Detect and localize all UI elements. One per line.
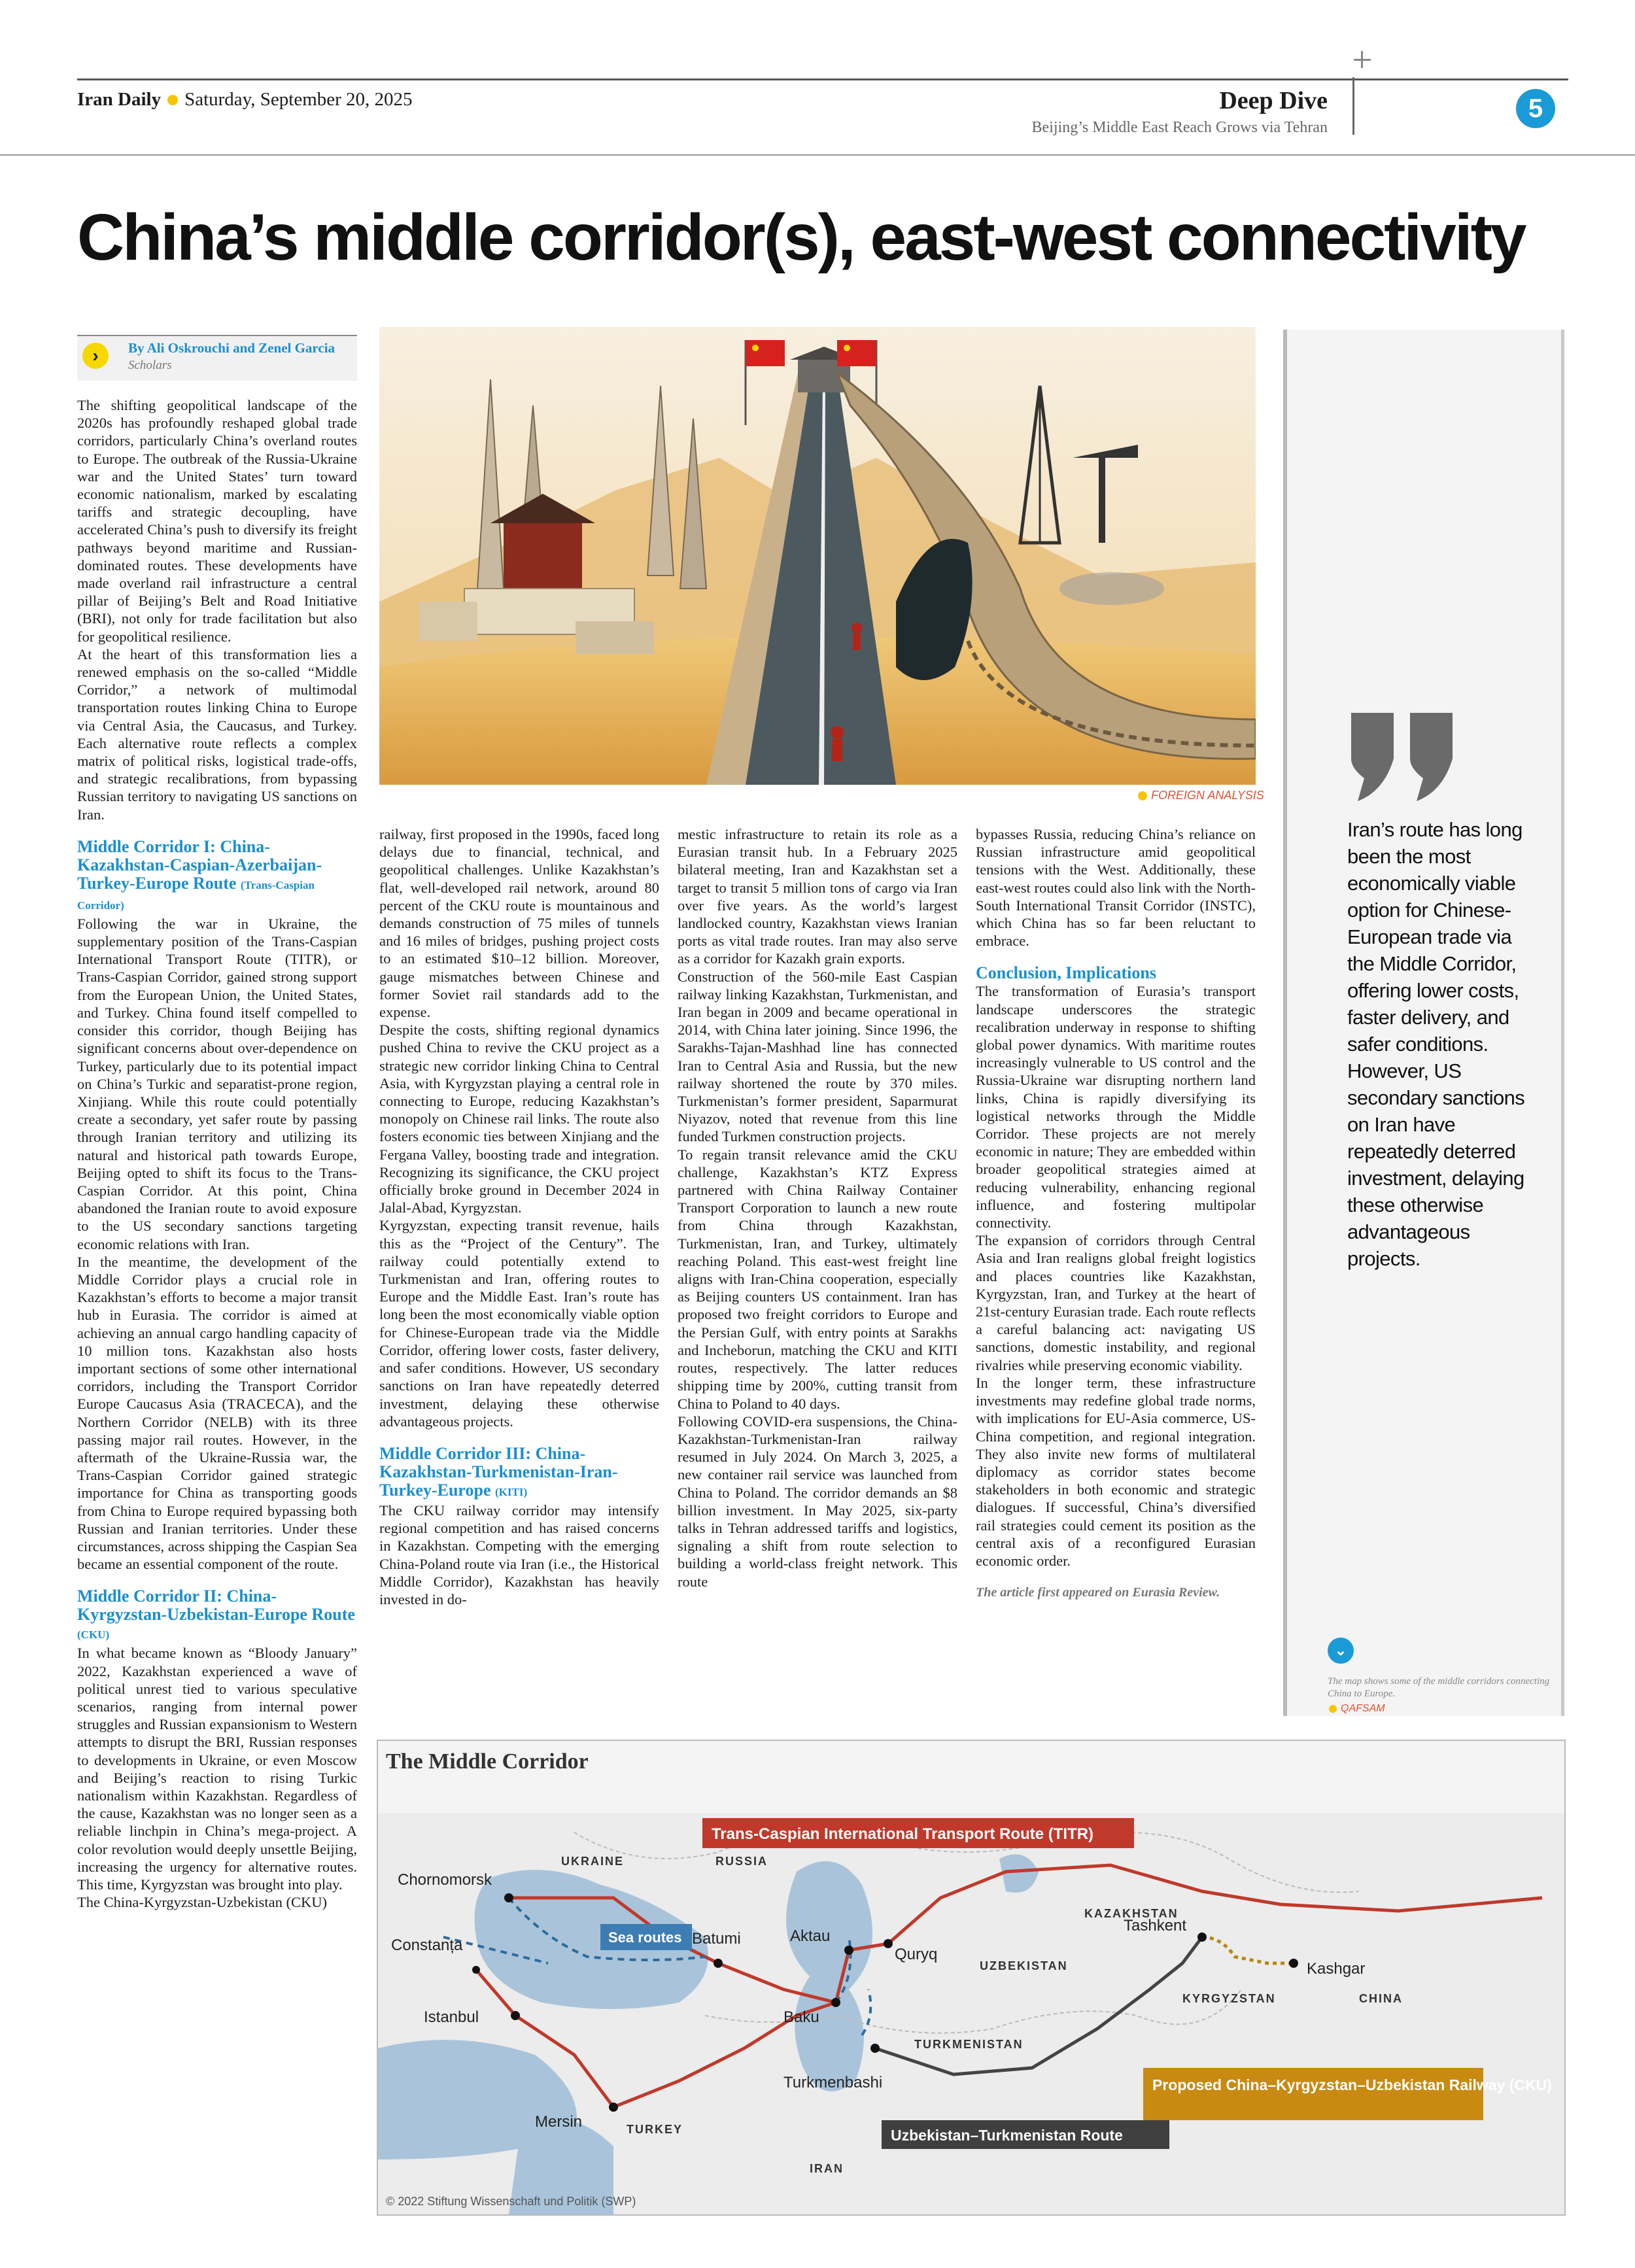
image-credit-text: FOREIGN ANALYSIS: [1151, 789, 1264, 802]
cku-label-box: [1143, 2068, 1483, 2120]
top-rule: [77, 78, 1568, 80]
country-label: TURKMENISTAN: [914, 2038, 1024, 2051]
illustration: [379, 327, 1256, 785]
section-title: Deep Dive: [1219, 87, 1328, 114]
subheading-tag: (Trans-Caspian Corridor): [77, 878, 315, 912]
country-label: RUSSIA: [715, 1855, 768, 1868]
headline: China’s middle corridor(s), east-west connectivity: [77, 201, 1525, 274]
country-label: UZBEKISTAN: [980, 1959, 1068, 1972]
page-number: 5: [1516, 89, 1555, 128]
byline-role: Scholars: [128, 358, 172, 372]
titr-label: Trans-Caspian International Transport Route (TITR): [712, 1825, 1094, 1843]
header-divider: [1352, 77, 1354, 135]
middle-corridor-map: [377, 1740, 1566, 2216]
image-credit: [1138, 789, 1264, 802]
paragraph: At the heart of this transformation lies a renewed emphasis on the so-called “Middle Corridor,” a network of multimodal transportation routes linking China to Europe via Central Asia, the Caucasus, and Turkey. Each alternative route reflects a complex matrix of political risks, logistical trade-offs, and strategic recalibrations, from bypassing Russian territory to navigating US sanctions on Iran.: [77, 645, 357, 823]
byline-authors: By Ali Oskrouchi and Zenel Garcia: [128, 340, 336, 356]
article-column-3: [678, 825, 957, 1590]
subheading: Conclusion, Implications: [976, 963, 1156, 983]
subheading-text: Middle Corridor III: China-Kazakhstan-Turkmenistan-Iran-Turkey-Europe: [379, 1443, 618, 1500]
city-label: Batumi: [692, 1930, 741, 1948]
subheading-text: Middle Corridor I: China-Kazakhstan-Caspian-Azerbaijan-Turkey-Europe Route: [77, 836, 322, 893]
country-label: TURKEY: [627, 2123, 683, 2136]
city-label: Aktau: [790, 1927, 831, 1945]
paragraph: The expansion of corridors through Central Asia and Iran realigns global freight logistics and places countries like Kazakhstan, Kyrgyzstan, Iran, and Turkey at the heart of 21st-century Eurasian trade. Each route reflects a careful balancing act: navigating US sanctions, domestic instability, and regional rivalries while preserving economic viability.: [976, 1232, 1256, 1373]
paragraph: In the longer term, these infrastructure investments may redefine global trade norms, with implications for EU-Asia commerce, US-China competition, and regional integration. They also invite new forms of multilateral diplomacy as corridor states become stakeholders in both economic and strategic dialogues. If successful, China’s diversified rail strategies could cement its position as the central axis of a reconfigured Eurasian economic order.: [976, 1374, 1256, 1569]
cku-label: Proposed China–Kyrgyzstan–Uzbekistan Railway (CKU): [1152, 2076, 1552, 2093]
paragraph: The shifting geopolitical landscape of the 2020s has profoundly reshaped global trade corridors, particularly China’s overland routes to Europe. The outbreak of the Russia-Ukraine war and the United States’ turn toward economic nationalism, marked by escalating tariffs and strategic decoupling, have accelerated China’s push to diversify its freight pathways beyond maritime and Russian-dominated routes. These developments have made overland rail infrastructure a central pillar of Beijing’s Belt and Road Initiative (BRI), not only for trade facilitation but also for geopolitical resilience.: [77, 397, 357, 645]
paragraph: mestic infrastructure to retain its role as a Eurasian transit hub. In a February 2025 bilateral meeting, Iran and Kazakhstan set a target to transit 5 million tons of cargo via Iran over five years. As the world’s largest landlocked country, Kazakhstan views Iranian ports as vital trade routes. Iran may also serve as a corridor for Kazakh grain exports.: [678, 826, 957, 967]
bullet-icon: [167, 95, 178, 105]
country-label: CHINA: [1359, 1992, 1403, 2005]
crop-mark: [1361, 51, 1363, 68]
country-label: KAZAKHSTAN: [1084, 1907, 1179, 1920]
paper-name: Iran Daily: [77, 89, 162, 110]
subheading-text: Middle Corridor II: China-Kyrgyzstan-Uzbekistan-Europe Route: [77, 1587, 355, 1624]
quote-mark-icon: [1345, 706, 1462, 804]
paragraph: In the meantime, the development of the Middle Corridor plays a crucial role in Kazakhstan’s efforts to become a major transit hub in Eurasia. The corridor is aimed at achieving an annual cargo handling capacity of 10 million tons. Kazakhstan also hosts important sections of some other international corridors, including the Transport Corridor Europe Caucasus Asia (TRACECA), and the Northern Corridor (NELB) with its three passing major rail routes. However, in the aftermath of the Ukraine-Russia war, the Trans-Caspian Corridor gained strategic importance for China as transporting goods from China to Europe required bypassing both Russian and Iranian territories. Under these circumstances, across shipping the Caspian Sea became an essential component of the route.: [77, 1253, 357, 1573]
city-label: Tashkent: [1124, 1917, 1187, 1934]
paragraph: In what became known as “Bloody January” 2022, Kazakhstan experienced a wave of political unrest tied to various speculative scenarios, ranging from internal power struggles and Russian expansionism to Western attempts to disrupt the BRI, Russian responses to developments in Ukraine, or even Moscow and Beijing’s reaction to rising Turkic nationalism within Kazakhstan. Regardless of the cause, Kazakhstan was no longer seen as a reliable linchpin in China’s mega-project. A color revolution would deeply unsettle Beijing, increasing the urgency for alternative routes. This time, Kyrgyzstan was brought into play.: [77, 1645, 357, 1893]
paragraph: Kyrgyzstan, expecting transit revenue, hails this as the “Project of the Century”. The railway could potentially extend to Turkmenistan and Iran, offering routes to Europe and the Middle East. Iran’s route has long been the most economically viable option for Chinese-European trade via the Middle Corridor, offering lower costs, faster delivery, and safer conditions. However, US secondary sanctions on Iran have repeatedly deterred investment, delaying these otherwise advantageous projects.: [379, 1217, 659, 1430]
city-label: Turkmenbashi: [783, 2074, 883, 2091]
map-copyright: © 2022 Stiftung Wissenschaft und Politik (SWP): [386, 2195, 636, 2208]
header-rule: [0, 154, 1635, 156]
country-label: IRAN: [810, 2162, 844, 2175]
paragraph: To regain transit relevance amid the CKU challenge, Kazakhstan’s KTZ Express partnered with China Railway Container Transport Corporation to launch a new route from China through Kazakhstan, Turkmenistan, Iran, and Turkey, ultimately reaching Poland. This east-west freight line aligns with Iran-China cooperation, especially as Beijing counters US containment. Iran has proposed two freight corridors to Europe and the Persian Gulf, with entry points at Sarakhs and Incheborun, matching the CKU and KITI routes, respectively. The latter reduces shipping time by 200%, cutting transit from China to Poland to 40 days.: [678, 1146, 957, 1412]
chevron-right-icon: ›: [82, 343, 109, 369]
city-label: Kashgar: [1307, 1960, 1366, 1978]
paragraph: Construction of the 560-mile East Caspian railway linking Kazakhstan, Turkmenistan, and Iran began in 2009 and became operational in 2014, with China later joining. Since 1996, the Sarakhs-Tajan-Mashhad line has connected Iran to Central Asia and Russia, but the new railway shortened the route by 370 miles. Turkmenistan’s former president, Saparmurat Niyazov, noted that revenue from this line funded Turkmen construction projects.: [678, 968, 957, 1145]
map-source: [1329, 1703, 1385, 1715]
sea-routes-label: Sea routes: [608, 1929, 682, 1946]
bullet-icon: [1138, 791, 1147, 800]
section-subtitle: Beijing’s Middle East Reach Grows via Tehran: [1031, 119, 1328, 136]
paragraph: Despite the costs, shifting regional dynamics pushed China to revive the CKU project as a strategic new corridor linking China to Central Asia, with Kyrgyzstan playing a central role in connecting to Europe, reducing Kazakhstan’s monopoly on Chinese rail links. The route also fosters economic ties between Xinjiang and the Fergana Valley, boosting trade and integration. Recognizing its significance, the CKU project officially broke ground in December 2024 in Jalal-Abad, Kyrgyzstan.: [379, 1022, 659, 1216]
paragraph: The transformation of Eurasia’s transport landscape underscores the strategic recalibration underway in response to shifting global power dynamics. With maritime routes increasingly vulnerable to US control and the Russia-Ukraine war disrupting northern land links, China is rapidly diversifying its logistical networks through the Middle Corridor. These projects are not merely economic in nature; They are embedded within broader geopolitical strategies aimed at reducing vulnerability, enhancing regional influence, and fostering multipolar connectivity.: [976, 983, 1256, 1231]
paragraph: Following COVID-era suspensions, the China-Kazakhstan-Turkmenistan-Iran railway resumed in July 2024. On March 3, 2025, a new container rail service was launched from China to Poland. The corridor demands an $8 billion investment. In May 2025, six-party talks in Tehran addressed tariffs and logistics, signaling a shift from route selection to building a world-class freight network. This route: [678, 1413, 957, 1590]
country-label: KYRGYZSTAN: [1182, 1992, 1276, 2005]
paragraph: The China-Kyrgyzstan-Uzbekistan (CKU): [77, 1894, 327, 1911]
city-label: Quryq: [895, 1946, 938, 1963]
subheading: [379, 1445, 659, 1502]
chevron-down-icon: ⌄: [1328, 1638, 1354, 1664]
map-source-text: QAFSAM: [1341, 1703, 1385, 1714]
paragraph: The CKU railway corridor may intensify regional competition and has raised concerns in Kazakhstan. Competing with the emerging China-Poland route via Iran (i.e., the Historical Middle Corridor), Kazakhstan has heavily invested in do-: [379, 1502, 659, 1607]
map-graphic: [378, 1741, 1564, 2214]
subheading: [77, 838, 357, 915]
masthead: [77, 89, 413, 111]
city-label: Chornomorsk: [398, 1871, 492, 1889]
city-label: Istanbul: [424, 2008, 479, 2026]
city-label: Mersin: [535, 2113, 583, 2131]
bullet-icon: [1329, 1705, 1337, 1713]
great-wall-illustration: [379, 327, 1256, 785]
country-label: UKRAINE: [561, 1855, 625, 1868]
paragraph: Following the war in Ukraine, the supplementary position of the Trans-Caspian International Transport Route (TITR), or Trans-Caspian Corridor, gained strong support from the European Union, the United States, and Turkey. China found itself compelled to consider this corridor, though Beijing has significant concerns about over-dependence on Turkey, particularly due to its potential impact on China’s Turkic and separatist-prone region, Xinjiang. While this route could potentially create a secondary, yet safer route by passing through Iranian territory and utilizing its natural and historical path towards Europe, Beijing opted to shift its focus to the Trans-Caspian Corridor. At this point, China abandoned the Iranian route to avoid exposure to the US secondary sanctions targeting economic relations with Iran.: [77, 915, 357, 1252]
utr-label: Uzbekistan–Turkmenistan Route: [891, 2127, 1123, 2144]
city-label: Baku: [783, 2008, 819, 2026]
city-label: Constanța: [391, 1936, 463, 1954]
issue-date: Saturday, September 20, 2025: [184, 89, 413, 110]
map-caption: The map shows some of the middle corridors connecting China to Europe.: [1328, 1676, 1550, 1699]
article-column-2: [379, 825, 659, 1608]
subheading-tag: (KITI): [495, 1485, 528, 1498]
subheading-tag: (CKU): [77, 1628, 110, 1641]
article-column-1: [77, 396, 357, 1911]
map-title: The Middle Corridor: [386, 1749, 589, 1774]
paragraph: bypasses Russia, reducing China’s reliance on Russian infrastructure amid geopolitical tensions with the West. Additionally, these east-west routes could also link with the North-South International Transit Corridor (INSTC), which China has so far been reluctant to embrace.: [976, 826, 1256, 950]
article-column-4: [976, 825, 1256, 1600]
section-header: [1032, 86, 1328, 137]
article-credit: The article first appeared on Eurasia Review.: [976, 1585, 1220, 1600]
pull-quote: Iran’s route has long been the most economically viable option for Chinese-European trade via the Middle Corridor, offering lower costs, faster delivery, and safer conditions. However, US secondary sanctions on Iran have repeatedly deterred investment, delaying these otherwise advantageous projects.: [1347, 818, 1525, 1270]
subheading: [77, 1587, 357, 1644]
paragraph: railway, first proposed in the 1990s, faced long delays due to financial, technical, and geopolitical challenges. Unlike Kazakhstan’s flat, well-developed rail network, around 80 percent of the CKU route is mountainous and demands construction of 75 miles of tunnels and 16 miles of bridges, pushing project costs to an estimated $10–12 billion. Moreover, gauge mismatches between Chinese and former Soviet rail standards add to the expense.: [379, 826, 659, 1021]
